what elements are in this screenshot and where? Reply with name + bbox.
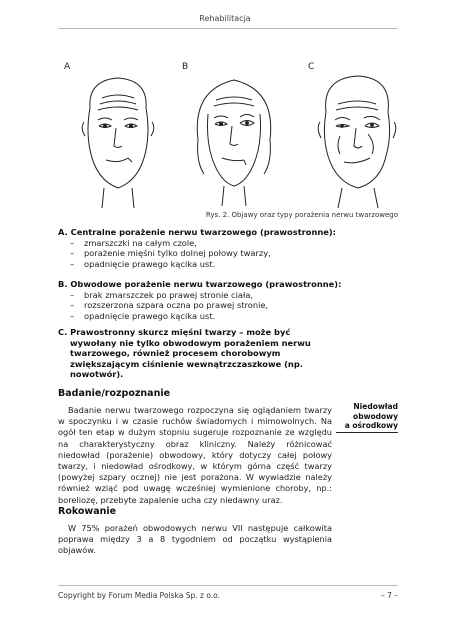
section-b-title: B. Obwodowe porażenie nerwu twarzowego (prawostronne): — [58, 279, 342, 289]
face-label-c: C — [308, 62, 315, 72]
section-a-title: A. Centralne porażenie nerwu twarzowego (prawostronne): — [58, 227, 337, 237]
footer-copyright: Copyright by Forum Media Polska Sp. z o.o. — [58, 591, 221, 600]
list-item: – opadnięcie prawego kącika ust. — [70, 259, 398, 270]
badanie-paragraph: Badanie nerwu twarzowego rozpoczyna się oglądaniem twarzy w spoczynku i w czasie ruchów świadomych i mimowolnych. Na ogół ten etap w dużym stopniu sugeruje rozpoznanie ze względu na charakterystyczny obraz kliniczny. Należy różnicować niedowład (porażenie) obwodowy, który dotyczy całej połowy twarzy, i niedowład ośrodkowy, w którym górna część twarzy (powyżej szpary ocznej) nie jest porażona. W wywiadzie należy również wziąć pod uwagę wcześniej wymienione choroby, np.: boreliozę, przebyte zapalenie ucha czy niedawny uraz. — [58, 405, 332, 505]
sidenote — [336, 402, 398, 433]
section-c-title: C. Prawostronny skurcz mięśni twarzy – może być wywołany nie tylko obwodowym porażeniem nerwu twarzowego, również procesem chorobowym zwiększającym ciśnienie wewnątrzczaszkowe (np. nowotwór). — [58, 327, 311, 379]
badanie-heading: Badanie/rozpoznanie — [58, 388, 171, 399]
list-item: – opadnięcie prawego kącika ust. — [70, 311, 398, 322]
page-number: – 7 – — [380, 591, 398, 600]
rokowanie-heading: Rokowanie — [58, 506, 117, 517]
section-a-list — [58, 238, 398, 270]
figure-caption: Rys. 2. Objawy oraz typy porażenia nerwu twarzowego — [205, 211, 398, 219]
face-label-a: A — [64, 62, 71, 72]
header-divider — [58, 28, 398, 29]
section-b — [58, 279, 398, 321]
face-illustrations — [58, 62, 398, 212]
face-a-illustration — [68, 70, 168, 210]
sidenote-underline — [336, 432, 398, 433]
rokowanie-paragraph: W 75% porażeń obwodowych nerwu VII następuje całkowita poprawa między 3 a 8 tygodniem od początku wystąpienia objawów. — [58, 523, 332, 556]
face-c-illustration — [306, 70, 406, 210]
section-a — [58, 227, 398, 269]
section-c — [58, 327, 338, 380]
sidenote-line-2: obwodowy — [353, 411, 398, 421]
footer-divider — [58, 585, 398, 586]
list-item: – brak zmarszczek po prawej stronie ciała, — [70, 290, 398, 301]
face-b-illustration — [184, 70, 284, 210]
sidenote-line-1: Niedowład — [353, 402, 398, 411]
list-item: – rozszerzona szpara oczna po prawej stronie, — [70, 300, 398, 311]
section-b-list — [58, 290, 398, 322]
sidenote-line-3: a ośrodkowy — [344, 421, 398, 430]
list-item: – zmarszczki na całym czole, — [70, 238, 398, 249]
running-header: Rehabilitacja — [199, 14, 251, 23]
list-item: – porażenie mięśni tylko dolnej połowy twarzy, — [70, 248, 398, 259]
face-label-b: B — [182, 62, 189, 72]
